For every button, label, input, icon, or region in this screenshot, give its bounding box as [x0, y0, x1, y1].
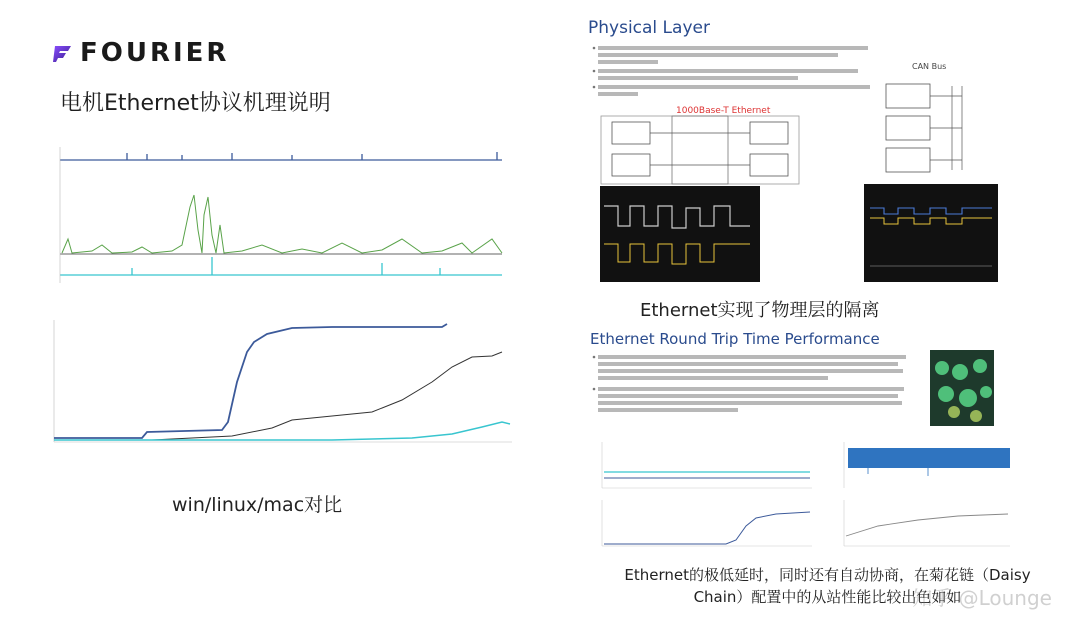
- series-dark: [54, 352, 502, 440]
- ethernet-isolation-diagram: [600, 112, 800, 186]
- fourier-logo-icon: [52, 42, 74, 64]
- bullet-text-lines: [592, 353, 910, 433]
- trace-middle: [62, 195, 502, 253]
- can-bus-diagram: [882, 74, 970, 178]
- rtt-chart-bottom-left: [596, 496, 816, 552]
- series-blue: [54, 324, 447, 438]
- trace-top-spikes: [127, 152, 497, 160]
- rtt-chart-bottom-right: [838, 496, 1014, 552]
- physical-layer-caption: Ethernet实现了物理层的隔离: [640, 300, 880, 321]
- latency-timeseries-chart: [32, 135, 522, 305]
- rtt-bullets: [592, 353, 910, 436]
- rtt-title: Ethernet Round Trip Time Performance: [590, 330, 880, 348]
- can-scope-capture: [864, 184, 998, 282]
- watermark: 知乎 @Lounge: [912, 586, 1052, 610]
- brand-name: FOURIER: [80, 38, 230, 68]
- cumulative-distribution-chart: [32, 312, 522, 477]
- robot-photo: [930, 350, 994, 426]
- bullet-text-lines: [592, 44, 884, 104]
- trace-bottom-spikes: [132, 257, 440, 275]
- rtt-chart-top-right: [838, 438, 1014, 494]
- ethernet-scope-capture: [600, 186, 760, 282]
- physical-layer-title: Physical Layer: [588, 18, 710, 38]
- comparison-caption: win/linux/mac对比: [172, 494, 343, 516]
- rtt-chart-top-left: [596, 438, 816, 494]
- physical-layer-bullets: [592, 44, 884, 106]
- brand-logo: [52, 38, 229, 68]
- ethernet-diagram-label: 1000Base-T Ethernet: [676, 106, 771, 116]
- can-bus-label: CAN Bus: [912, 62, 947, 71]
- slide-title: 电机Ethernet协议机理说明: [60, 91, 331, 116]
- rtt-caption: Ethernet的极低延时，同时还有自动协商，在菊花链（Daisy Chain）配置中的从站性能比较出色如如: [624, 566, 1031, 606]
